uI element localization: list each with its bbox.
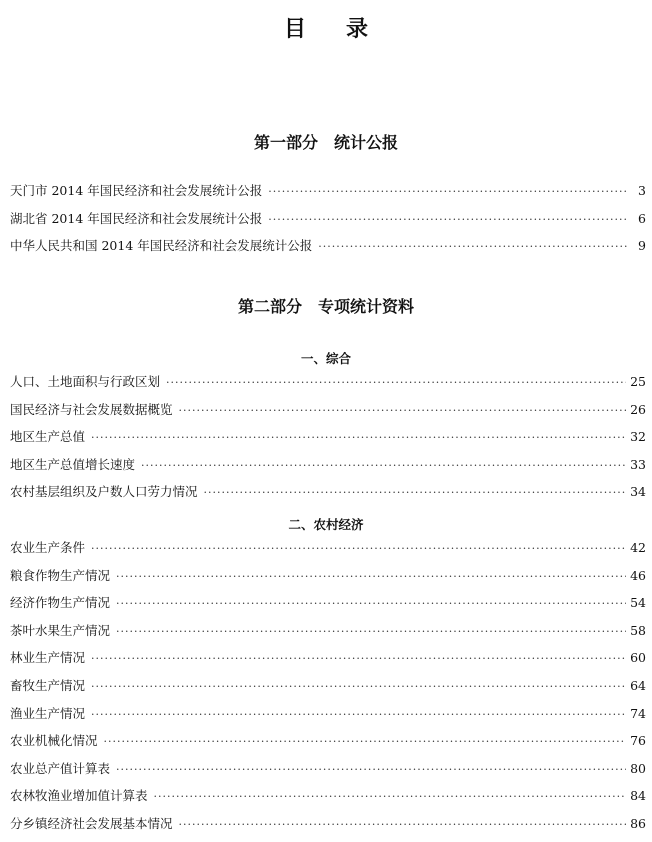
toc-entry-label: 地区生产总值增长速度 [10,456,136,472]
toc-entry-label: 农业生产条件 [10,540,86,555]
toc-entry-label: 畜牧生产情况 [10,677,86,693]
dot-leader [91,431,626,444]
toc-entry-page: 64 [630,677,646,693]
part-one-toc [10,181,646,264]
toc-entry[interactable] [10,427,646,455]
toc-entry-label: 湖北省 2014 年国民经济和社会发展统计公报 [10,210,263,226]
dot-leader [268,213,628,226]
toc-entry-page: 54 [630,595,646,611]
toc-entry[interactable] [10,538,646,566]
toc-entry[interactable] [10,482,646,510]
toc-entry[interactable] [10,181,646,209]
toc-entry-label: 农业总产值计算表 [10,760,111,776]
dot-leader [141,459,626,472]
toc-entry-label: 中华人民共和国 2014 年国民经济和社会发展统计公报 [10,238,313,254]
dot-leader [91,542,626,555]
dot-leader [318,240,628,253]
toc-entry-page: 25 [630,374,646,389]
dot-leader [91,652,626,665]
toc-entry[interactable] [10,814,646,842]
toc-entry-page: 26 [630,401,646,417]
dot-leader [166,376,626,389]
toc-entry-page: 74 [630,705,646,721]
toc-entry[interactable] [10,209,646,237]
dot-leader [179,818,627,831]
toc-entry[interactable] [10,704,646,732]
dot-leader [268,185,628,198]
toc-entry[interactable] [10,372,646,400]
toc-entry-label: 地区生产总值 [10,429,86,445]
toc-entry-label: 茶叶水果生产情况 [10,622,111,638]
toc-entry-label: 国民经济与社会发展数据概览 [10,401,173,417]
toc-entry-page: 46 [630,567,646,583]
dot-leader [91,708,626,721]
section-general-toc [10,372,646,510]
part-two-heading: 第二部分 专项统计资料 [237,297,414,316]
dot-leader [104,735,627,748]
toc-entry-page: 33 [630,456,646,472]
toc-entry-page: 60 [630,650,646,666]
toc-entry[interactable] [10,566,646,594]
dot-leader [204,486,627,499]
toc-entry-label: 渔业生产情况 [10,705,86,721]
toc-entry-label: 粮食作物生产情况 [10,567,111,583]
toc-entry-page: 76 [630,733,646,749]
toc-entry-page: 3 [638,183,646,198]
toc-entry-label: 天门市 2014 年国民经济和社会发展统计公报 [10,183,263,198]
section-heading-rural-economy: 二、农村经济 [288,517,364,532]
dot-leader [116,625,626,638]
toc-entry-page: 80 [630,760,646,776]
dot-leader [179,404,627,417]
toc-entry-page: 58 [630,622,646,638]
toc-entry[interactable] [10,236,646,264]
toc-entry-page: 42 [630,540,646,555]
toc-entry[interactable] [10,621,646,649]
toc-entry-label: 经济作物生产情况 [10,595,111,611]
toc-entry-label: 农村基层组织及户数人口劳力情况 [10,484,198,500]
toc-entry-label: 农林牧渔业增加值计算表 [10,788,148,804]
toc-entry-label: 农业机械化情况 [10,733,98,749]
toc-entry[interactable] [10,593,646,621]
toc-entry-page: 86 [630,815,646,831]
toc-entry-page: 34 [630,484,646,500]
toc-entry-label: 林业生产情况 [10,650,86,666]
toc-entry[interactable] [10,676,646,704]
toc-entry-page: 84 [630,788,646,804]
toc-entry[interactable] [10,786,646,814]
toc-entry-label: 人口、土地面积与行政区划 [10,374,161,389]
section-rural-economy-toc [10,538,646,842]
dot-leader [116,763,626,776]
dot-leader [154,790,627,803]
dot-leader [116,570,626,583]
toc-entry[interactable] [10,648,646,676]
dot-leader [116,597,626,610]
toc-entry[interactable] [10,759,646,787]
page-title: 目录 [283,17,408,42]
toc-entry-page: 9 [638,238,646,254]
dot-leader [91,680,626,693]
toc-entry[interactable] [10,731,646,759]
toc-entry-page: 6 [638,210,646,226]
toc-entry-page: 32 [630,429,646,445]
part-one-heading: 第一部分 统计公报 [253,133,398,152]
section-heading-general: 一、综合 [300,351,351,366]
toc-entry-label: 分乡镇经济社会发展基本情况 [10,815,173,831]
toc-entry[interactable] [10,400,646,428]
toc-entry[interactable] [10,455,646,483]
